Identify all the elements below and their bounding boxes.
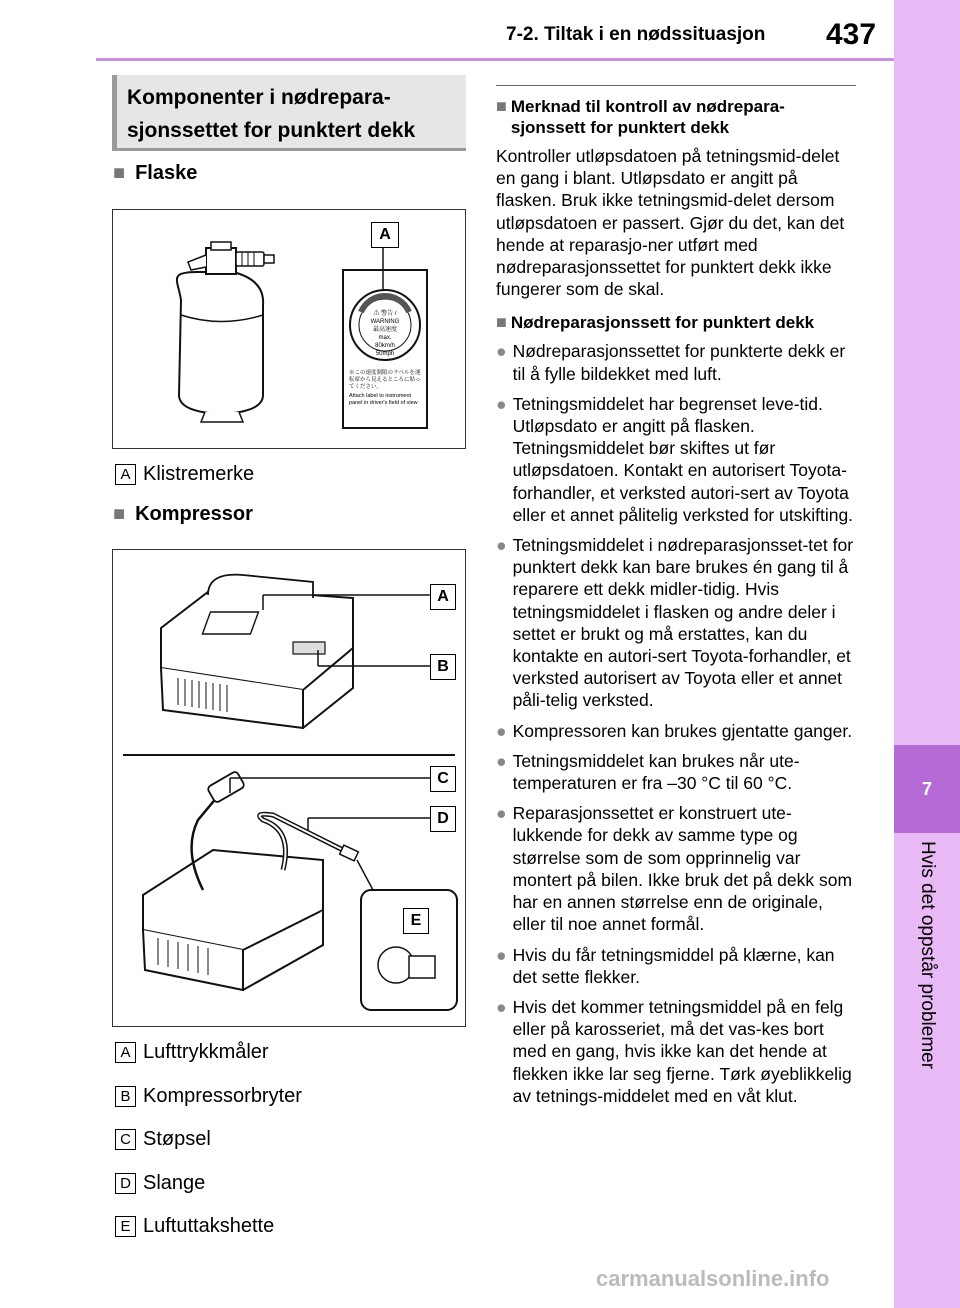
legend-letter: D bbox=[115, 1173, 136, 1194]
components-heading-box bbox=[112, 75, 466, 151]
note1-heading: ■ Merknad til kontroll av nødrepara-sjonssett for punktert dekk bbox=[496, 96, 785, 137]
compressor-callout-d: D bbox=[430, 806, 456, 832]
list-item: ● Tetningsmiddelet kan brukes når ute-temperaturen er fra –30 °C til 60 °C. bbox=[496, 750, 800, 794]
legend-text: Lufttrykkmåler bbox=[143, 1041, 269, 1063]
list-item: ● Hvis du får tetningsmiddel på klærne, kan det sette flekker. bbox=[496, 944, 835, 987]
compressor-callout-a: A bbox=[430, 584, 456, 610]
label-kmh: 80km/h bbox=[375, 343, 395, 349]
legend-letter: C bbox=[115, 1129, 136, 1150]
compressor-callout-c: C bbox=[430, 766, 456, 792]
legend-letter: A bbox=[115, 464, 136, 485]
bottle-label-notes bbox=[349, 370, 423, 407]
compressor-legend-item bbox=[115, 1128, 211, 1151]
label-note-jp: ※この速度制限のラベルを運転席から見えるところに貼ってください。 bbox=[349, 370, 421, 390]
label-warning: ⚠ 警告 / WARNING bbox=[370, 311, 400, 325]
watermark: carmanualsonline.info bbox=[596, 1266, 830, 1291]
components-heading-line1: Komponenter i nødrepara- bbox=[127, 86, 391, 109]
label-mph: 50mph bbox=[375, 351, 395, 357]
notes-column bbox=[496, 85, 856, 1115]
list-item: ● Reparasjonssettet er konstruert ute-lukkende for dekk av samme type og størrelse som de som opprinnelig var montert på bilen. Ikke bruk det på dekk som har en annen størrelse enn de originale, eller til noe annet formål. bbox=[496, 803, 853, 935]
compressor-callout-e: E bbox=[403, 908, 429, 934]
compressor-legend-item bbox=[115, 1041, 269, 1064]
bottle-callout-a: A bbox=[371, 222, 399, 248]
list-item: ● Nødreparasjonssettet for punkterte dekk er til å fylle bildekket med luft. bbox=[496, 341, 846, 384]
bottle-heading: ■ Flaske bbox=[113, 162, 198, 184]
chapter-title: Hvis det oppstår problemer bbox=[917, 840, 938, 1070]
page-number: 437 bbox=[826, 18, 877, 51]
compressor-legend-item bbox=[115, 1172, 205, 1195]
note1-text: Kontroller utløpsdatoen på tetningsmid-delet en gang i blant. Utløpsdato er angitt på flasken. Bruk ikke tetningsmid-delet dersom utløpsdatoen er passert. Gjør du det, kan det hende at reparasjo-ner utført med nødreparasjonssettet for punktert dekk ikke fungerer som de skal. bbox=[496, 146, 845, 300]
compressor-figure bbox=[112, 549, 466, 1027]
label-note-en: Attach label to instrument panel in driver's field of view bbox=[349, 393, 418, 406]
list-item: ● Tetningsmiddelet har begrenset leve-tid. Utløpsdato er angitt på flasken. Tetningsmiddelet bør skiftes ut før utløpsdatoen. Kontakt en autorisert Toyota-forhandler, et verksted autori-sert av Toyota eller et annet pålitelig verksted for utskifting. bbox=[496, 393, 854, 525]
header-rule bbox=[96, 58, 896, 61]
legend-letter: B bbox=[115, 1086, 136, 1107]
list-item: ● Tetningsmiddelet i nødreparasjonsset-tet for punktert dekk kan bare brukes én gang til å reparere ett dekk midler-tidig. Hvis tetningsmiddelet i flasken og andre deler i settet er brukt og må erstattes, kan du kontakte en autori-sert Toyota-forhandler, et verksted autorisert av Toyota eller et annet påli-telig verksted. bbox=[496, 535, 854, 711]
list-item: ● Hvis det kommer tetningsmiddel på en felg eller på karosseriet, må det vas-kes bort med en gang, hvis ikke kan det hende at flekken ikke lar seg fjerne. Tørk øyeblikkelig av tetnings-middelet med en våt klut. bbox=[496, 996, 852, 1106]
bottle-figure bbox=[112, 209, 466, 449]
legend-letter: A bbox=[115, 1042, 136, 1063]
bottle-illustration bbox=[113, 210, 465, 448]
compressor-illustration bbox=[113, 550, 465, 1026]
section-title: 7-2. Tiltak i en nødssituasjon bbox=[506, 24, 766, 45]
bottle-legend-item bbox=[115, 463, 254, 486]
chapter-number: 7 bbox=[894, 745, 960, 833]
compressor-callout-b: B bbox=[430, 654, 456, 680]
legend-text: Slange bbox=[143, 1172, 206, 1194]
legend-letter: E bbox=[115, 1216, 136, 1237]
list-item: ● Kompressoren kan brukes gjentatte ganger. bbox=[496, 720, 853, 741]
legend-text: Klistremerke bbox=[143, 463, 255, 485]
components-heading-line2: sjonssettet for punktert dekk bbox=[127, 119, 416, 142]
legend-text: Kompressorbryter bbox=[143, 1085, 302, 1107]
legend-text: Støpsel bbox=[143, 1128, 211, 1150]
compressor-legend-item bbox=[115, 1085, 302, 1108]
legend-text: Luftuttakshette bbox=[143, 1215, 275, 1237]
bottle-label-text bbox=[359, 310, 411, 358]
compressor-legend-item bbox=[115, 1215, 274, 1238]
note2-heading: ■ Nødreparasjonssett for punktert dekk bbox=[496, 312, 815, 333]
compressor-heading: ■ Kompressor bbox=[113, 503, 253, 525]
notes-rule bbox=[496, 85, 856, 86]
label-speed: 最高速度 bbox=[372, 327, 397, 333]
label-max: max. bbox=[378, 335, 392, 341]
chapter-sidebar bbox=[894, 0, 960, 1308]
